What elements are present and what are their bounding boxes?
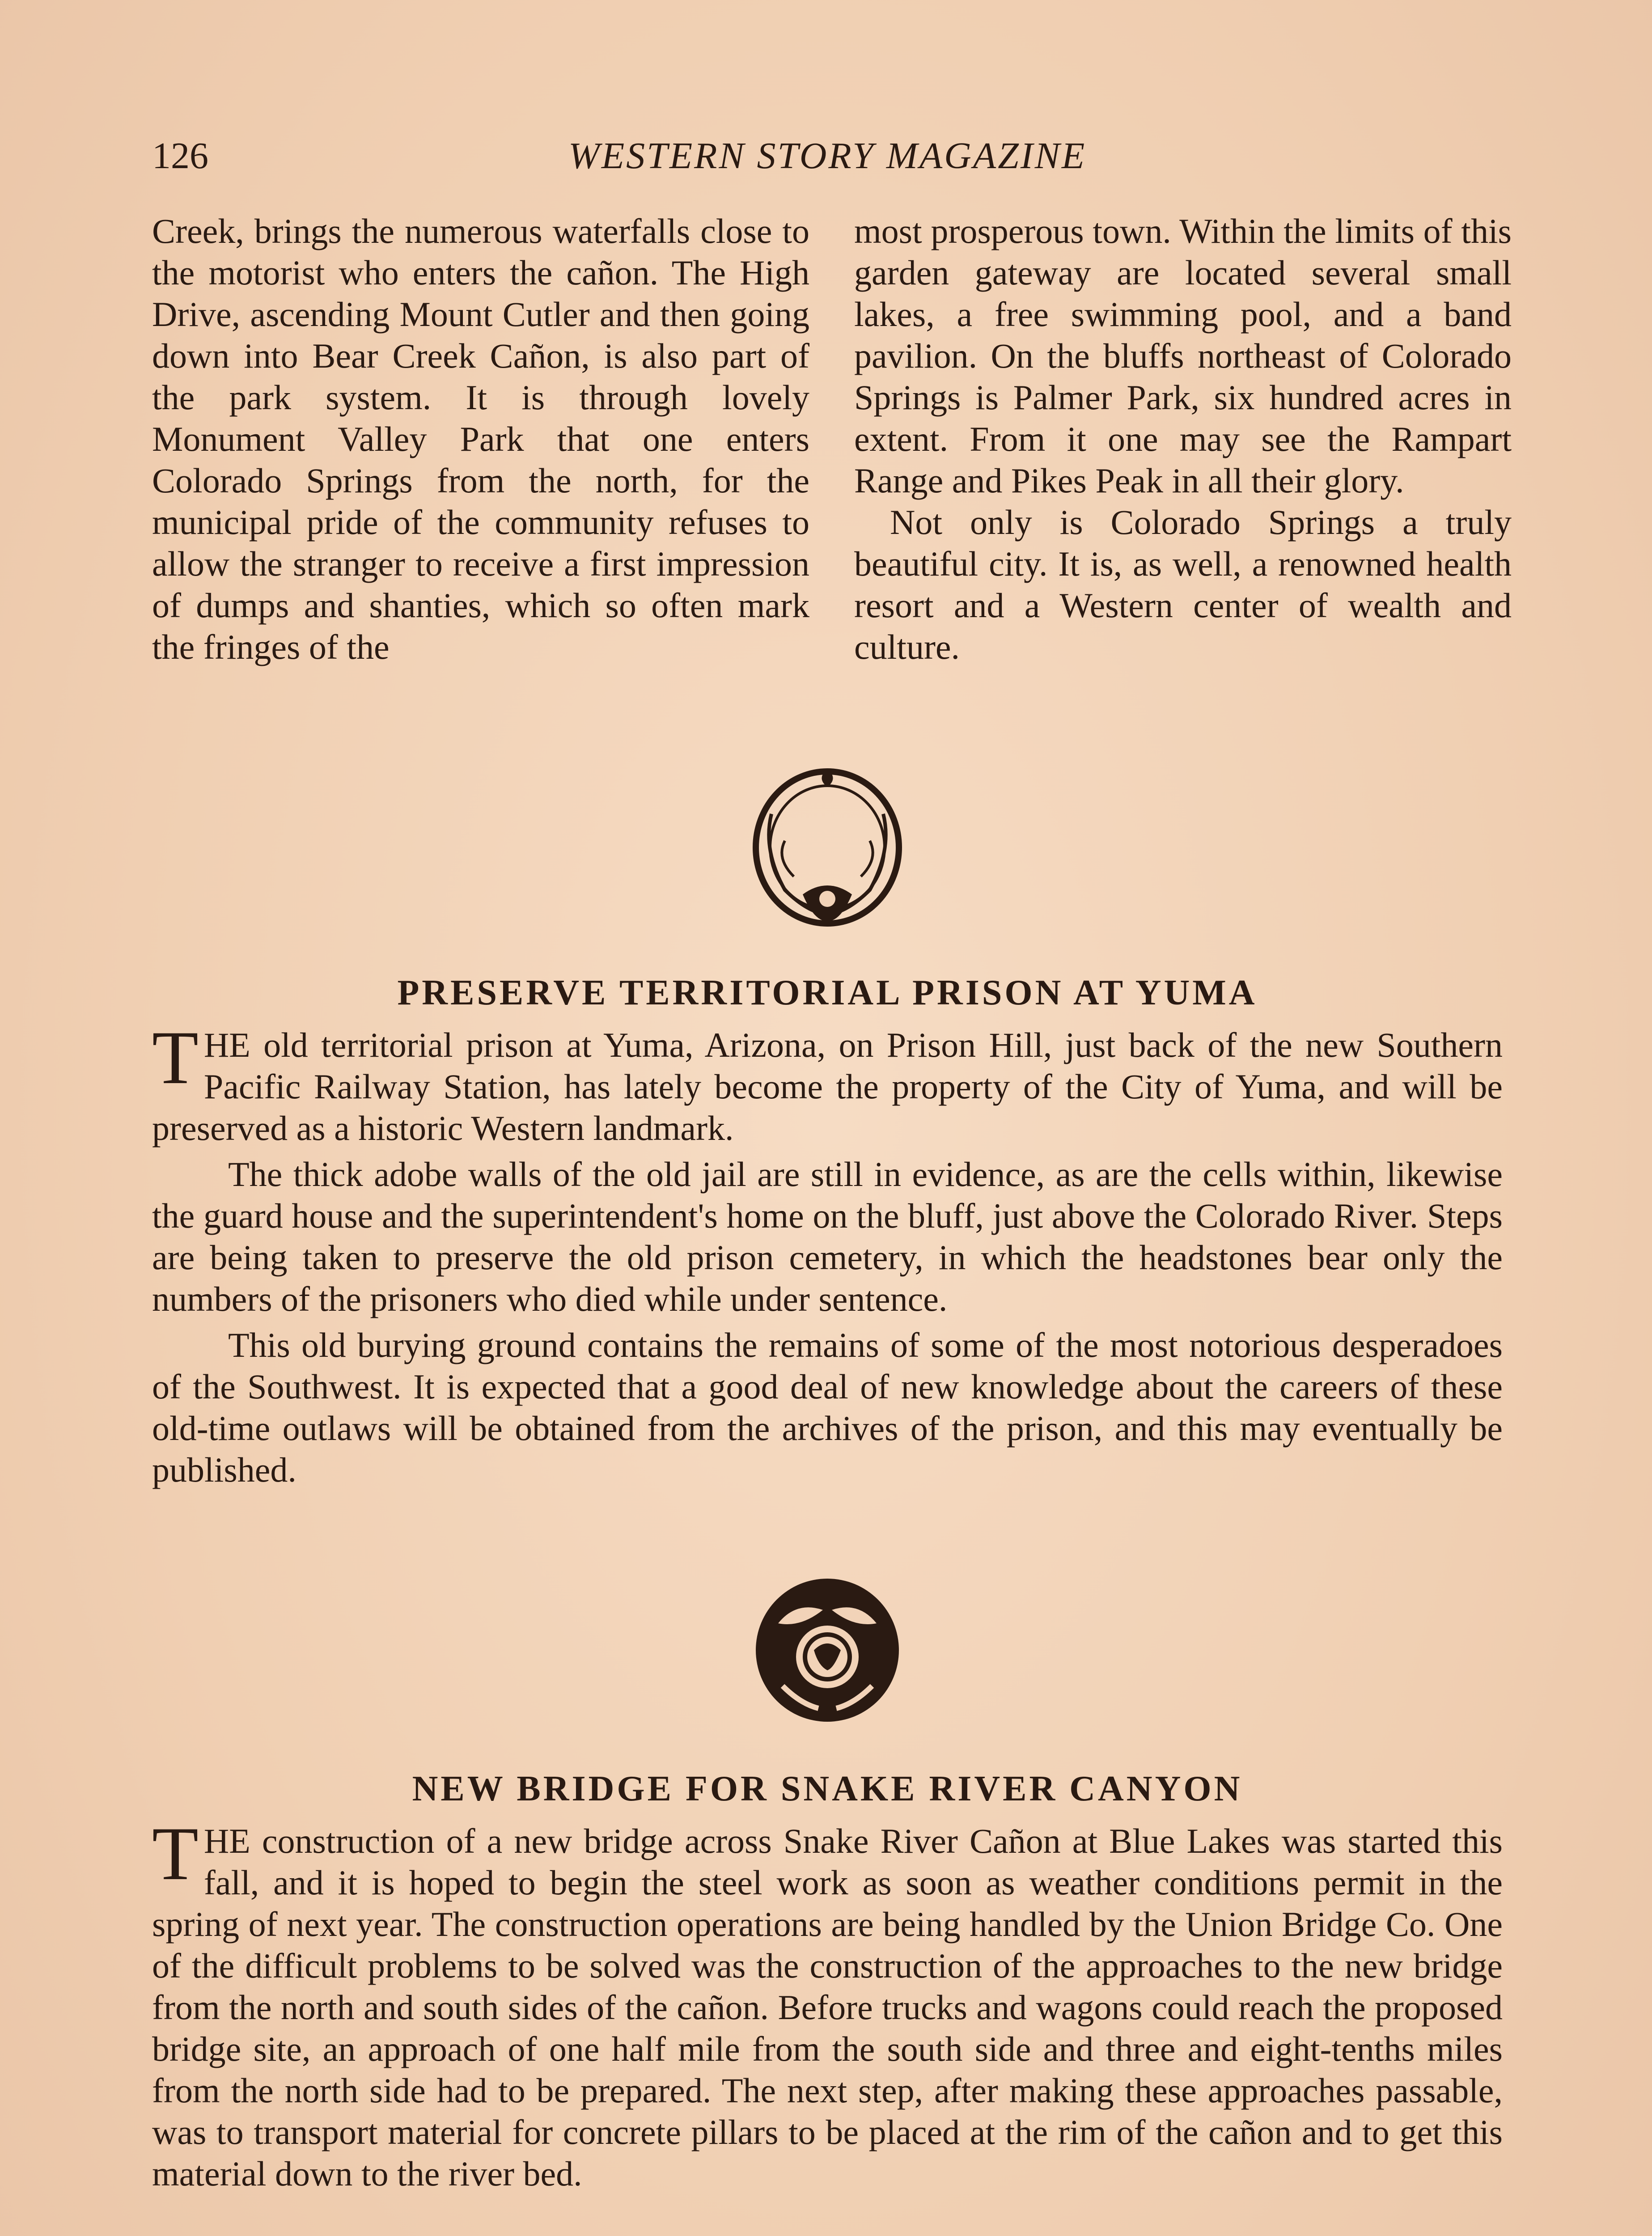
article-text: HE construction of a new bridge across Snake River Cañon at Blue Lakes was started this fall, and it is hoped to begin the steel work as soon as weather conditions permit in the spring of next year. The construction operations are being handled by the Union Bridge Co. One of the difficult problems to be solved was the construction of the approaches to the new bridge from the north and south sides of the cañon. Before trucks and wagons could reach the proposed bridge site, an approach of one half mile from the south side and three and eight-tenths miles from the north side had to be prepared. The next step, after making these approaches passable, was to transport material for concrete pillars to be placed at the rim of the cañon and to get this material down to the river bed. [152,1821,1503,2193]
page-header [152,134,1503,183]
article-heading-prison: PRESERVE TERRITORIAL PRISON AT YUMA [397,973,1258,1012]
article-paragraph [152,1812,1503,2194]
article-paragraph: This old burying ground contains the remains of some of the most notorious desperadoes of the Southwest. It is expected that a good deal of new knowledge about the careers of these old-time outlaws will be obtained from the archives of the prison, and this may eventually be published. [152,1326,1503,1489]
article-paragraph [152,1016,1503,1149]
right-column-paragraph-1: most prosperous town. Within the limits of this garden gateway are located several small lakes, a free swimming pool, and a band pavilion. On the bluffs northeast of Colorado Springs is Palmer Park, six hundred acres in extent. From it one may see the Rampart Range and Pikes Peak in all their glory. [854,212,1512,500]
article-heading-bridge: NEW BRIDGE FOR SNAKE RIVER CANYON [412,1769,1243,1808]
rose-ornament-icon [751,1574,903,1726]
running-head: WESTERN STORY MAGAZINE [568,135,1087,177]
left-column-paragraph: Creek, brings the numerous waterfalls close to the motorist who enters the cañon. The High Drive, ascending Mount Cutler and then going down into Bear Creek Cañon, is also part of the park system. It is through lovely Monument Valley Park that one enters Colorado Springs from the north, for the municipal pride of the community refuses to allow the stranger to receive a first impression of dumps and shanties, which so often mark the fringes of the [152,212,809,666]
article-text: HE old territorial prison at Yuma, Arizona, on Prison Hill, just back of the new Southern Pacific Railway Station, has lately become the property of the City of Yuma, and will be preserved as a historic Western landmark. [152,1025,1503,1148]
article-paragraph: The thick adobe walls of the old jail are still in evidence, as are the cells within, likewise the guard house and the superintendent's home on the bluff, just above the Colorado River. Steps are being taken to preserve the old prison cemetery, in which the headstones bear only the numbers of the prisoners who died while under sentence. [152,1155,1503,1318]
left-column [152,210,809,668]
page-number: 126 [152,135,208,177]
wreath-ornament-icon [745,760,910,939]
article-bridge [152,1812,1503,2199]
drop-cap: T [152,1016,199,1100]
right-column-paragraph-2: Not only is Colorado Springs a truly beautiful city. It is, as well, a renowned health resort and a Western center of wealth and culture. [854,503,1512,666]
drop-cap: T [152,1812,199,1896]
right-column [854,210,1512,668]
article-prison [152,1016,1503,1495]
